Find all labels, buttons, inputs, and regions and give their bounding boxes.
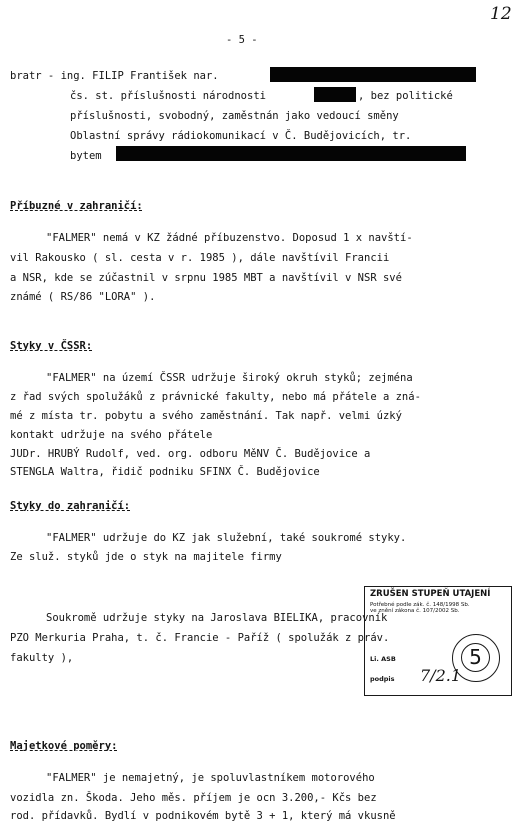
stamp-law-line-1: Potřebné podle zák. č. 148/1998 Sb. — [370, 602, 470, 608]
stamp-li-label: Li. ASB — [370, 655, 396, 663]
relatives-line-2: vil Rakousko ( sl. cesta v r. 1985 ), dále navštívil Francii — [10, 252, 390, 264]
relatives-line-1: "FALMER" nemá v KZ žádné příbuzenstvo. Doposud 1 x navští- — [46, 232, 413, 244]
property-line-2: vozidla zn. Škoda. Jeho měs. příjem je ocn 3.200,- Kčs bez — [10, 792, 377, 804]
contacts-abroad-line-1: "FALMER" udržuje do KZ jak služební, také soukromé styky. — [46, 532, 407, 544]
page-number: - 5 - — [226, 34, 258, 46]
person-line-3: příslušnosti, svobodný, zaměstnán jako vedoucí směny — [70, 110, 399, 122]
relatives-heading: Příbuzné v zahraničí: — [10, 200, 143, 212]
person-line-2b: , bez politické — [358, 90, 453, 102]
contacts-cssr-line-3: mé z místa tr. pobytu a svého zaměstnání. Tak např. velmi úzký — [10, 410, 402, 422]
redaction-nationality — [314, 87, 356, 102]
person-line-4: Oblastní správy rádiokomunikací v Č. Budějovicích, tr. — [70, 130, 412, 142]
private-contacts-line-3: fakulty ), — [10, 652, 74, 664]
person-line-2a: čs. st. příslušnosti národnosti — [70, 90, 266, 102]
contacts-abroad-heading: Styky do zahraničí: — [10, 500, 131, 512]
contacts-cssr-line-2: z řad svých spolužáků z právnické fakulty, nebo má přátele a zná- — [10, 391, 421, 403]
contacts-cssr-line-1: "FALMER" na území ČSSR udržuje široký okruh styků; zejména — [46, 372, 413, 384]
relatives-line-4: známé ( RS/86 "LORA" ). — [10, 291, 156, 303]
contacts-abroad-line-2: Ze služ. styků jde o styk na majitele firmy — [10, 551, 282, 563]
folio-number: 12 — [490, 4, 512, 24]
relatives-line-3: a NSR, kde se zúčastnil v srpnu 1985 MBT a navštívil v NSR své — [10, 272, 402, 284]
stamp-title: ZRUŠEN STUPEŇ UTAJENÍ — [370, 589, 491, 599]
seal-number: 5 — [461, 643, 490, 672]
contacts-cssr-line-4: kontakt udržuje na svého přátele — [10, 429, 213, 441]
contacts-cssr-line-6: STENGLA Waltra, řidič podniku SFINX Č. Budějovice — [10, 466, 320, 478]
property-line-3: rod. přídavků. Bydlí v podnikovém bytě 3 + 1, který má vkusně — [10, 810, 396, 822]
person-line-5: bytem — [70, 150, 102, 162]
redaction-birth — [270, 67, 476, 82]
stamp-signature-label: podpis — [370, 675, 395, 683]
private-contacts-line-1: Soukromě udržuje styky na Jaroslava BIELIKA, pracovník — [46, 612, 388, 624]
contacts-cssr-heading: Styky v ČSSR: — [10, 340, 93, 352]
property-line-1: "FALMER" je nemajetný, je spoluvlastníkem motorového — [46, 772, 375, 784]
redaction-address — [116, 146, 466, 161]
property-heading: Majetkové poměry: — [10, 740, 118, 752]
stamp-signature: 7/2.1 — [420, 666, 462, 685]
private-contacts-line-2: PZO Merkuria Praha, t. č. Francie - Paříž ( spolužák z práv. — [10, 632, 390, 644]
stamp-law-line-2: ve znění zákona č. 107/2002 Sb. — [370, 608, 460, 614]
person-line-1: bratr - ing. FILIP František nar. — [10, 70, 219, 82]
contacts-cssr-line-5: JUDr. HRUBÝ Rudolf, ved. org. odboru MěNV Č. Budějovice a — [10, 448, 371, 460]
